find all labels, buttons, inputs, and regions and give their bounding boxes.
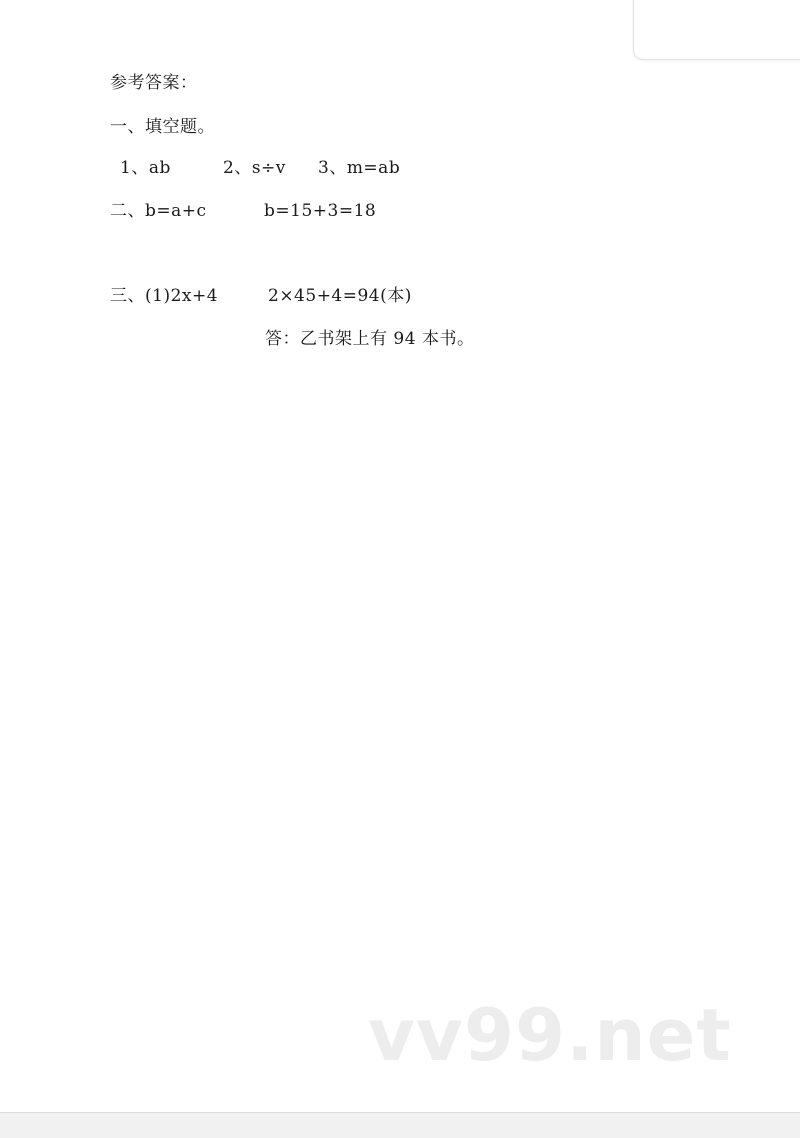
fill-blank-answer-1: 1、ab [120,158,171,178]
section-3-calculation: 2×45+4=94(本) [268,286,412,306]
section-3-answer: 答：乙书架上有 94 本书。 [265,329,475,349]
fill-blank-answer-3: 3、m=ab [318,158,401,178]
section-1-title: 一、填空题。 [110,117,215,137]
bottom-bar [0,1112,800,1138]
section-2-formula: 二、b=a+c [110,201,207,221]
corner-tab [633,0,800,60]
answer-key-heading: 参考答案： [110,73,198,93]
section-3-expression: 三、(1)2x+4 [110,286,219,306]
fill-blank-answer-2: 2、s÷v [223,158,286,178]
section-2-calculation: b=15+3=18 [264,201,377,221]
watermark: vv99.net [368,993,732,1077]
